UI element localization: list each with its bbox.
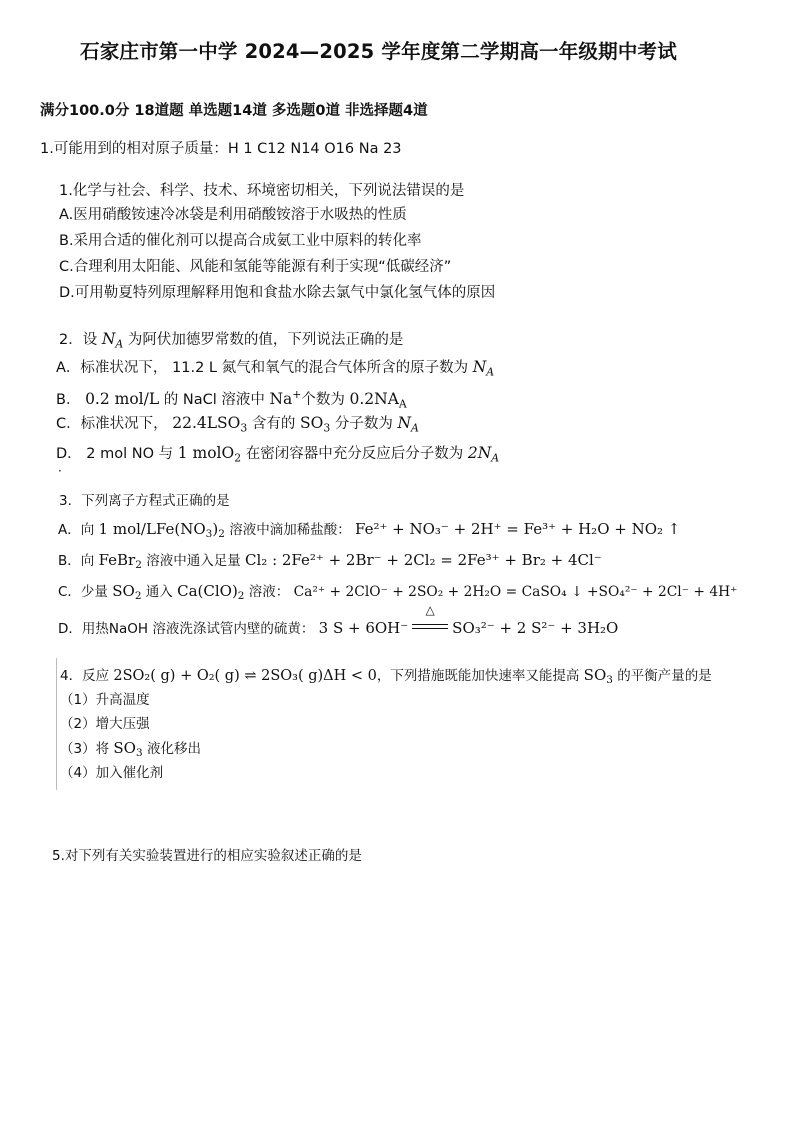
question-2-option-c: C．标准状况下， $22.4LSO_3$ 含有的 $SO_3$ 分子数为 $N_A$: [56, 414, 419, 435]
question-1-option-b: B.采用合适的催化剂可以提高合成氨工业中原料的转化率: [59, 233, 422, 249]
question-4-stem: 4．反应 2SO₂( g) + O₂( g) ⇌ 2SO₃( g)ΔH < 0，下列措施既能加快速率又能提高 $SO_3$ 的平衡产量的是: [60, 666, 712, 687]
question-5-stem: 5.对下列有关实验装置进行的相应实验叙述正确的是: [52, 848, 362, 864]
question-3-stem: 3．下列离子方程式正确的是: [59, 493, 230, 509]
atomic-mass-note: 1.可能用到的相对原子质量：H 1 C12 N14 O16 Na 23: [40, 141, 402, 157]
question-4-item-1: （1）升高温度: [60, 692, 150, 708]
exam-meta: 满分100.0分 18道题 单选题14道 多选题0道 非选择题4道: [40, 103, 428, 119]
question-4-item-3: （3）将 $SO_3$ 液化移出: [60, 739, 201, 760]
question-1-option-a: A.医用硝酸铵速冷冰袋是利用硝酸铵溶于水吸热的性质: [59, 207, 407, 223]
question-2-option-a: A．标准状况下， 11.2 L 氮气和氧气的混合气体所含的原子数为 $N_A$: [56, 358, 495, 379]
stray-dot: ·: [58, 464, 62, 478]
question-4-item-2: （2）增大压强: [60, 716, 150, 732]
question-2-stem: 2．设 $N_A$ 为阿伏加德罗常数的值，下列说法正确的是: [59, 330, 404, 351]
question-4-item-4: （4）加入催化剂: [60, 765, 164, 781]
question-1-option-d: D.可用勒夏特列原理解释用饱和食盐水除去氯气中氯化氢气体的原因: [59, 285, 496, 301]
question-3-option-b: B．向 FeBr$_2$ 溶液中通入足量 Cl₂ : 2Fe²⁺ + 2Br⁻ + 2Cl₂ = 2Fe³⁺ + Br₂ + 4Cl⁻: [58, 551, 602, 572]
question-3-option-c: C．少量 $SO_2$ 通入 $Ca(ClO)_2$ 溶液： Ca²⁺ + 2ClO⁻ + 2SO₂ + 2H₂O = CaSO₄ ↓ +SO₄²⁻ + 2Cl⁻ + 4H⁺: [58, 582, 738, 603]
question-3-option-d: D．用热NaOH 溶液洗涤试管内壁的硫黄： 3 S + 6OH⁻ △ SO₃²⁻ + 2 S²⁻ + 3H₂O: [58, 603, 619, 637]
heat-symbol: △: [425, 603, 435, 617]
na-symbol: $N_A$: [101, 330, 124, 351]
question-1-option-c: C.合理利用太阳能、风能和氢能等能源有利于实现“低碳经济”: [59, 259, 452, 275]
question-3-option-a: A．向 1 mol/$LFe(NO_3)_2$ 溶液中滴加稀盐酸： Fe²⁺ + NO₃⁻ + 2H⁺ = Fe³⁺ + H₂O + NO₂ ↑: [58, 520, 681, 541]
question-2-option-b: B． 0.2 mol/L 的 NaCl 溶液中 Na+个数为 $0.2NA_A$: [56, 388, 407, 411]
question-1-stem: 1.化学与社会、科学、技术、环境密切相关，下列说法错误的是: [59, 183, 465, 199]
question-2-option-d: D． 2 mol NO 与 1 molO$_2$ 在密闭容器中充分反应后分子数为 $2N_A$: [56, 444, 500, 465]
page-title: 石家庄市第一中学 2024—2025 学年度第二学期高一年级期中考试: [80, 40, 677, 63]
